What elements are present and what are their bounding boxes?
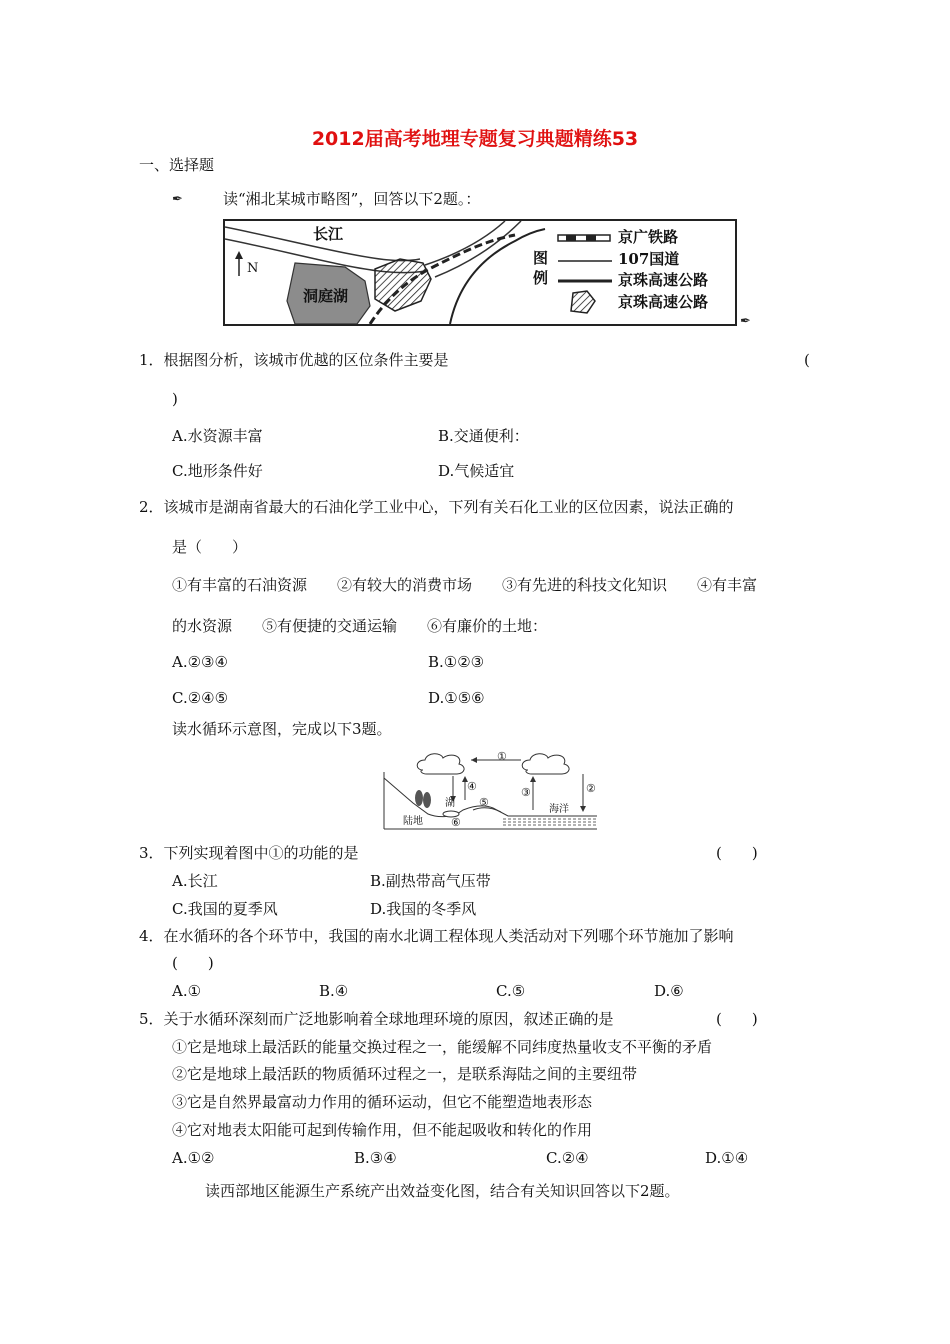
energy-intro: 读西部地区能源生产系统产出效益变化图，结合有关知识回答以下2题。	[205, 1182, 680, 1200]
wc-label-1: ①	[497, 750, 507, 763]
wc-label-2: ②	[586, 782, 596, 795]
q5-statement-3: ③它是自然界最富动力作用的循环运动，但它不能塑造地表形态	[172, 1093, 593, 1111]
q3-option-a: A.长江	[172, 872, 218, 890]
map-north-label: N	[247, 261, 259, 276]
legend-item-railway: 京广铁路	[618, 228, 679, 246]
map-lake-label: 洞庭湖	[303, 287, 349, 305]
map-river-label: 长江	[313, 225, 344, 243]
q1-stem: 1．根据图分析，该城市优越的区位条件主要是	[139, 351, 449, 369]
q2-option-c: C.②④⑤	[172, 689, 229, 707]
q3-option-d: D.我国的冬季风	[370, 900, 477, 918]
q1-option-d: D.气候适宜	[438, 462, 515, 480]
page-title: 2012届高考地理专题复习典题精练53	[311, 128, 639, 150]
q3-stem: 3．下列实现着图中①的功能的是	[139, 844, 359, 862]
legend-item-expressway: 京珠高速公路	[618, 271, 709, 289]
wc-lake-label: 湖	[445, 798, 455, 809]
wc-land-label: 陆地	[403, 816, 423, 827]
q2-option-b: B.①②③	[428, 653, 485, 671]
q4-option-a: A.①	[172, 982, 202, 1000]
q3-option-b: B.副热带高气压带	[370, 872, 491, 890]
q5-option-c: C.②④	[546, 1149, 589, 1167]
q2-stem-cont: 是（ ）	[172, 538, 248, 556]
q2-stem: 2．该城市是湖南省最大的石油化学工业中心，下列有关石化工业的区位因素，说法正确的	[139, 498, 734, 516]
q5-statement-2: ②它是地球上最活跃的物质循环过程之一，是联系海陆之间的主要纽带	[172, 1065, 638, 1083]
q4-paren: ( )	[172, 954, 214, 972]
q3-option-c: C.我国的夏季风	[172, 900, 278, 918]
q3-paren: ( )	[716, 844, 758, 862]
q5-option-d: D.①④	[705, 1149, 749, 1167]
q4-option-c: C.⑤	[496, 982, 526, 1000]
q1-option-c: C.地形条件好	[172, 462, 263, 480]
q5-paren: ( )	[716, 1010, 758, 1028]
map-end-mark: ✒	[740, 314, 751, 329]
water-cycle-figure	[383, 748, 598, 830]
water-cycle-intro: 读水循环示意图，完成以下3题。	[172, 720, 392, 738]
q2-option-a: A.②③④	[172, 653, 228, 671]
q1-paren-open: (	[804, 351, 810, 369]
q2-factors-line1: ①有丰富的石油资源 ②有较大的消费市场 ③有先进的科技文化知识 ④有丰富	[172, 576, 758, 594]
wc-label-3: ③	[521, 786, 531, 799]
q1-paren-close: )	[172, 390, 178, 408]
q2-option-d: D.①⑤⑥	[428, 689, 485, 707]
wc-label-6: ⑥	[451, 816, 461, 829]
q1-option-a: A.水资源丰富	[172, 427, 263, 445]
q5-option-b: B.③④	[354, 1149, 397, 1167]
q5-statement-4: ④它对地表太阳能可起到传输作用，但不能起吸收和转化的作用	[172, 1121, 593, 1139]
q2-factors-line2: 的水资源 ⑤有便捷的交通运输 ⑥有廉价的土地：	[172, 617, 548, 635]
wc-label-5: ⑤	[479, 796, 489, 809]
map-intro-text: 读“湘北某城市略图”，回答以下2题。：	[223, 190, 481, 208]
q5-stem: 5．关于水循环深刻而广泛地影响着全球地理环境的原因，叙述正确的是	[139, 1010, 614, 1028]
wc-label-4: ④	[467, 780, 477, 793]
section-heading: 一、选择题	[139, 156, 215, 174]
city-map-figure	[223, 219, 737, 326]
q4-stem: 4．在水循环的各个环节中，我国的南水北调工程体现人类活动对下列哪个环节施加了影响	[139, 927, 734, 945]
q4-option-d: D.⑥	[654, 982, 684, 1000]
map-legend-label-2: 例	[533, 269, 549, 287]
q5-option-a: A.①②	[172, 1149, 215, 1167]
q4-option-b: B.④	[319, 982, 349, 1000]
wc-ocean-label: 海洋	[549, 804, 569, 815]
q1-option-b: B.交通便利：	[438, 427, 529, 445]
q5-statement-1: ①它是地球上最活跃的能量交换过程之一，能缓解不同纬度热量收支不平衡的矛盾	[172, 1038, 713, 1056]
legend-item-city: 京珠高速公路	[618, 293, 709, 311]
map-legend-label-1: 图	[533, 249, 549, 267]
map-intro-mark: ✒	[172, 192, 183, 207]
legend-item-national-road: 107国道	[618, 250, 680, 268]
